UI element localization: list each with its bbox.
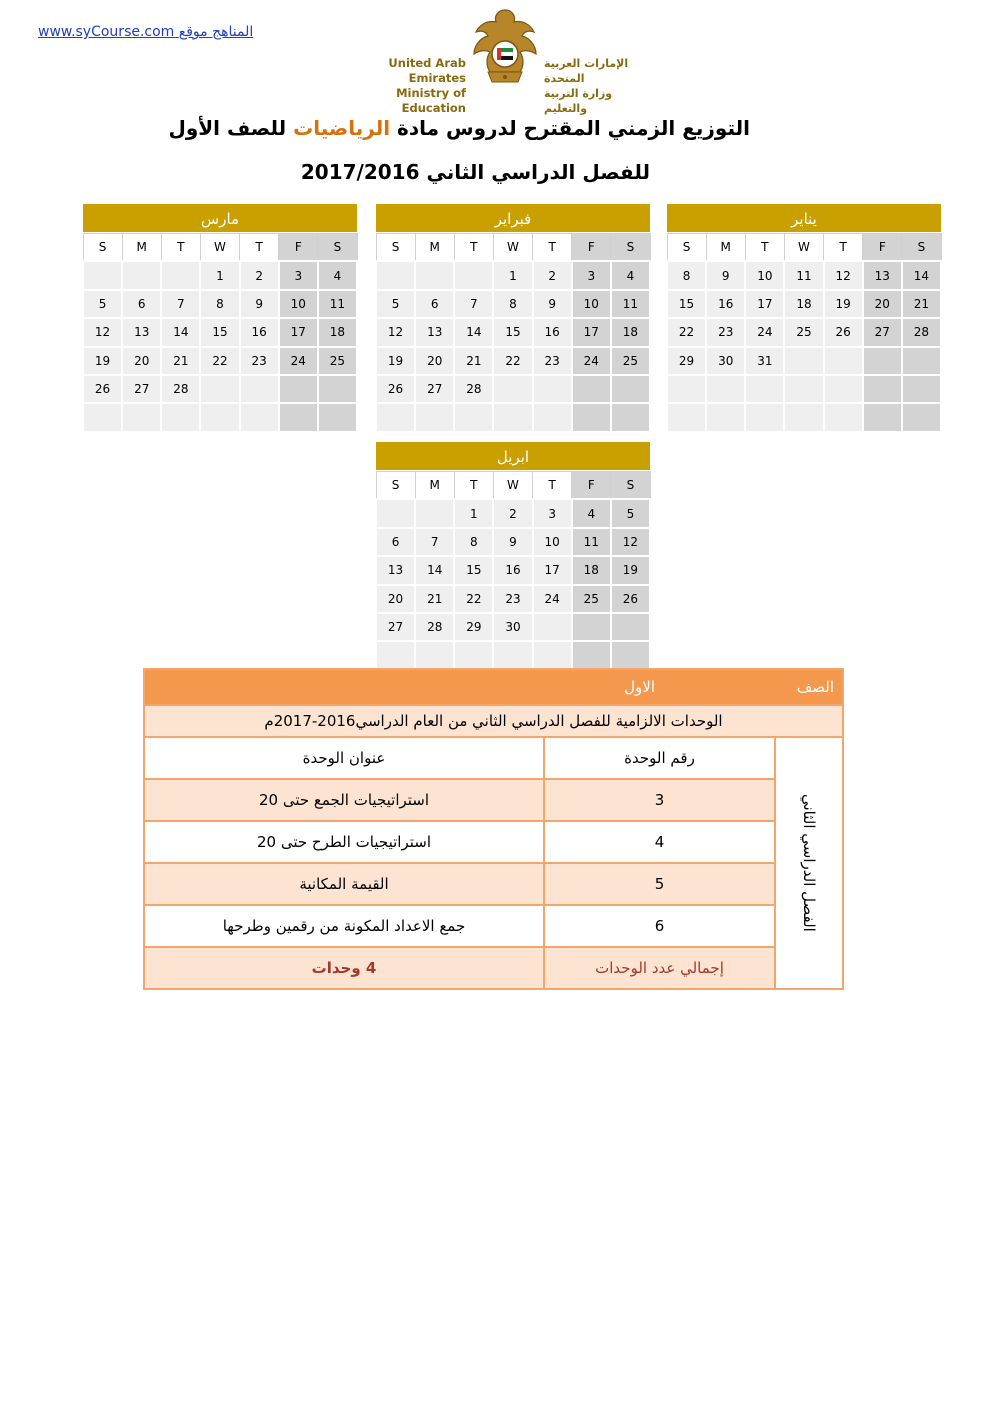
ministry-english xyxy=(330,56,466,116)
calendar-day xyxy=(493,641,532,669)
calendar-day: 30 xyxy=(706,347,745,375)
calendar-day xyxy=(415,261,454,289)
unit-number: 6 xyxy=(544,905,775,947)
calendar-day xyxy=(279,403,318,431)
calendar-day: 21 xyxy=(415,585,454,613)
calendar-day xyxy=(902,347,941,375)
calendar-day: 13 xyxy=(415,318,454,346)
calendar-day xyxy=(533,403,572,431)
calendar-day: 13 xyxy=(376,556,415,584)
calendar-day xyxy=(415,499,454,527)
calendar-day: 27 xyxy=(376,613,415,641)
calendar-day xyxy=(745,375,784,403)
calendar-day xyxy=(706,375,745,403)
calendar-week xyxy=(376,641,650,669)
calendar-day: 28 xyxy=(454,375,493,403)
calendar-day: 15 xyxy=(493,318,532,346)
calendar-day: 9 xyxy=(706,261,745,289)
calendar-day xyxy=(83,403,122,431)
calendar-day: 12 xyxy=(83,318,122,346)
calendar-day xyxy=(122,261,161,289)
calendar-day: 31 xyxy=(745,347,784,375)
calendar-day: 30 xyxy=(493,613,532,641)
calendar-day: 17 xyxy=(279,318,318,346)
calendar-day: 27 xyxy=(863,318,902,346)
calendar-day: 1 xyxy=(454,499,493,527)
calendar-day: 29 xyxy=(454,613,493,641)
calendar-week xyxy=(667,347,941,375)
calendar-day: 15 xyxy=(200,318,239,346)
calendar-day xyxy=(376,261,415,289)
calendar-day: 28 xyxy=(902,318,941,346)
calendar-day: 10 xyxy=(745,261,784,289)
weekday-header: F xyxy=(572,234,611,262)
calendar-day: 14 xyxy=(161,318,200,346)
weekday-header: W xyxy=(784,234,823,262)
unit-title: القيمة المكانية xyxy=(144,863,544,905)
unit-number: 3 xyxy=(544,779,775,821)
calendar-day: 22 xyxy=(200,347,239,375)
calendar-day: 22 xyxy=(493,347,532,375)
calendar-day xyxy=(161,261,200,289)
calendar-day: 11 xyxy=(784,261,823,289)
weekday-header: S xyxy=(667,234,706,262)
calendar-day xyxy=(784,347,823,375)
calendar-april xyxy=(375,441,651,671)
calendar-grid xyxy=(82,233,358,433)
calendar-day xyxy=(200,375,239,403)
calendar-day: 20 xyxy=(376,585,415,613)
unit-title: استراتيجيات الجمع حتى 20 xyxy=(144,779,544,821)
calendar-day: 20 xyxy=(863,290,902,318)
calendar-day: 17 xyxy=(533,556,572,584)
calendar-day: 24 xyxy=(745,318,784,346)
units-table xyxy=(143,668,844,990)
calendar-week xyxy=(376,556,650,584)
calendar-day xyxy=(161,403,200,431)
grade-row xyxy=(144,669,843,705)
calendar-day: 7 xyxy=(415,528,454,556)
calendar-week xyxy=(376,318,650,346)
weekday-header: S xyxy=(611,472,650,500)
calendar-day xyxy=(745,403,784,431)
month-name: مارس xyxy=(82,203,358,233)
calendar-day: 29 xyxy=(667,347,706,375)
calendar-day: 3 xyxy=(279,261,318,289)
calendar-day: 21 xyxy=(454,347,493,375)
weekday-header: T xyxy=(824,234,863,262)
calendar-day: 25 xyxy=(611,347,650,375)
ministry-ar-line1: الإمارات العربية المتحدة xyxy=(544,57,629,85)
calendar-week xyxy=(376,528,650,556)
weekday-header-row xyxy=(376,234,650,262)
calendar-day xyxy=(493,403,532,431)
calendar-day: 20 xyxy=(415,347,454,375)
total-value: 4 وحدات xyxy=(144,947,544,989)
month-name: ابريل xyxy=(375,441,651,471)
calendar-week xyxy=(376,375,650,403)
weekday-header-row xyxy=(667,234,941,262)
table-row xyxy=(144,905,843,947)
ministry-ar-line2: وزارة التربية والتعليم xyxy=(544,87,613,115)
weekday-header: S xyxy=(376,472,415,500)
calendar-day xyxy=(667,403,706,431)
weekday-header-row xyxy=(376,472,650,500)
calendar-day xyxy=(240,403,279,431)
calendar-week xyxy=(83,261,357,289)
calendar-day xyxy=(824,403,863,431)
calendar-week xyxy=(667,318,941,346)
calendar-day: 21 xyxy=(161,347,200,375)
calendar-day: 17 xyxy=(572,318,611,346)
calendar-day: 4 xyxy=(318,261,357,289)
total-label: إجمالي عدد الوحدات xyxy=(544,947,775,989)
calendar-day: 24 xyxy=(279,347,318,375)
calendar-january xyxy=(666,203,942,433)
calendar-day xyxy=(611,613,650,641)
calendar-day: 14 xyxy=(902,261,941,289)
grade-value: الاول xyxy=(144,669,775,705)
calendar-week xyxy=(83,347,357,375)
weekday-header: T xyxy=(745,234,784,262)
calendar-day xyxy=(454,261,493,289)
calendar-week xyxy=(83,375,357,403)
calendar-day xyxy=(572,641,611,669)
title-part1: التوزيع الزمني المقترح لدروس مادة xyxy=(390,116,750,140)
calendar-day xyxy=(863,403,902,431)
calendar-day: 18 xyxy=(784,290,823,318)
calendar-day: 16 xyxy=(533,318,572,346)
weekday-header: M xyxy=(415,472,454,500)
calendar-day xyxy=(454,641,493,669)
calendar-day xyxy=(83,261,122,289)
col-number-header: رقم الوحدة xyxy=(544,737,775,779)
ministry-en-line1: United Arab Emirates xyxy=(388,56,466,85)
calendar-day: 3 xyxy=(533,499,572,527)
calendar-day: 2 xyxy=(240,261,279,289)
calendar-day xyxy=(824,375,863,403)
calendar-day xyxy=(240,375,279,403)
calendar-day xyxy=(863,347,902,375)
calendar-day: 9 xyxy=(240,290,279,318)
calendar-day: 16 xyxy=(706,290,745,318)
table-row xyxy=(144,779,843,821)
calendar-day xyxy=(611,641,650,669)
calendar-day: 27 xyxy=(415,375,454,403)
calendar-day: 9 xyxy=(493,528,532,556)
calendar-day: 19 xyxy=(83,347,122,375)
calendar-week xyxy=(376,261,650,289)
site-link[interactable]: www.syCourse.com المناهج موقع xyxy=(38,24,254,40)
total-row xyxy=(144,947,843,989)
calendar-day: 10 xyxy=(533,528,572,556)
calendar-day: 15 xyxy=(667,290,706,318)
calendar-day: 19 xyxy=(824,290,863,318)
calendar-day xyxy=(533,375,572,403)
col-title-header: عنوان الوحدة xyxy=(144,737,544,779)
calendar-day: 5 xyxy=(611,499,650,527)
calendar-week xyxy=(376,403,650,431)
weekday-header: W xyxy=(493,472,532,500)
calendar-day xyxy=(667,375,706,403)
weekday-header: T xyxy=(533,472,572,500)
calendar-day: 12 xyxy=(611,528,650,556)
weekday-header: T xyxy=(161,234,200,262)
calendar-day xyxy=(279,375,318,403)
calendar-day xyxy=(200,403,239,431)
calendar-day xyxy=(376,499,415,527)
calendar-day: 23 xyxy=(533,347,572,375)
grade-label: الصف xyxy=(775,669,843,705)
ministry-en-line2: Ministry of Education xyxy=(396,86,466,115)
calendar-week xyxy=(376,585,650,613)
weekday-header: F xyxy=(279,234,318,262)
calendar-day: 23 xyxy=(493,585,532,613)
calendar-day: 28 xyxy=(415,613,454,641)
calendar-day: 11 xyxy=(318,290,357,318)
title-part2: للصف الأول xyxy=(168,116,294,140)
calendar-day: 14 xyxy=(415,556,454,584)
calendar-day: 1 xyxy=(493,261,532,289)
calendar-day: 14 xyxy=(454,318,493,346)
calendar-day: 19 xyxy=(376,347,415,375)
table-row xyxy=(144,821,843,863)
calendar-day xyxy=(572,403,611,431)
calendar-day: 1 xyxy=(200,261,239,289)
calendar-grid xyxy=(666,233,942,433)
calendar-day xyxy=(493,375,532,403)
calendar-day: 16 xyxy=(240,318,279,346)
calendar-day: 25 xyxy=(572,585,611,613)
weekday-header: S xyxy=(318,234,357,262)
calendar-day xyxy=(863,375,902,403)
month-name: يناير xyxy=(666,203,942,233)
calendar-day: 21 xyxy=(902,290,941,318)
calendar-day: 25 xyxy=(318,347,357,375)
calendar-day: 6 xyxy=(122,290,161,318)
weekday-header: W xyxy=(200,234,239,262)
calendar-week xyxy=(667,261,941,289)
calendar-week xyxy=(376,347,650,375)
calendar-day: 4 xyxy=(572,499,611,527)
calendar-day xyxy=(706,403,745,431)
weekday-header: S xyxy=(83,234,122,262)
calendar-day: 18 xyxy=(318,318,357,346)
calendar-day: 5 xyxy=(376,290,415,318)
uae-emblem-icon xyxy=(470,6,540,90)
ministry-arabic xyxy=(544,56,654,116)
calendar-day xyxy=(454,403,493,431)
calendar-week xyxy=(667,403,941,431)
calendar-day: 6 xyxy=(415,290,454,318)
calendar-day xyxy=(572,375,611,403)
calendar-day: 11 xyxy=(572,528,611,556)
weekday-header: M xyxy=(706,234,745,262)
weekday-header: F xyxy=(572,472,611,500)
unit-number: 4 xyxy=(544,821,775,863)
calendar-day xyxy=(122,403,161,431)
calendar-day: 7 xyxy=(454,290,493,318)
calendar-day xyxy=(902,403,941,431)
weekday-header: W xyxy=(493,234,532,262)
calendar-week xyxy=(376,613,650,641)
calendar-day xyxy=(611,375,650,403)
calendar-day xyxy=(784,375,823,403)
calendar-day: 26 xyxy=(611,585,650,613)
page-title xyxy=(150,116,750,140)
calendar-day xyxy=(824,347,863,375)
calendar-day: 23 xyxy=(240,347,279,375)
weekday-header: M xyxy=(122,234,161,262)
calendar-day: 17 xyxy=(745,290,784,318)
calendar-day: 5 xyxy=(83,290,122,318)
weekday-header: S xyxy=(376,234,415,262)
calendar-day: 11 xyxy=(611,290,650,318)
unit-number: 5 xyxy=(544,863,775,905)
calendar-day xyxy=(318,375,357,403)
title-subject: الرياضيات xyxy=(293,116,391,140)
calendar-week xyxy=(83,403,357,431)
semester-label: الفصل الدراسي الثاني xyxy=(775,737,843,989)
calendar-day: 10 xyxy=(572,290,611,318)
calendar-week xyxy=(376,499,650,527)
calendar-february xyxy=(375,203,651,433)
header-row xyxy=(144,737,843,779)
calendar-day: 18 xyxy=(611,318,650,346)
calendar-day: 9 xyxy=(533,290,572,318)
table-row xyxy=(144,863,843,905)
calendar-day: 24 xyxy=(572,347,611,375)
calendar-day xyxy=(376,403,415,431)
unit-title: جمع الاعداد المكونة من رقمين وطرحها xyxy=(144,905,544,947)
calendar-day xyxy=(572,613,611,641)
calendar-day: 8 xyxy=(200,290,239,318)
weekday-header: T xyxy=(454,234,493,262)
weekday-header: T xyxy=(454,472,493,500)
calendar-day: 13 xyxy=(122,318,161,346)
calendar-week xyxy=(83,318,357,346)
calendar-day xyxy=(415,403,454,431)
calendar-day: 8 xyxy=(493,290,532,318)
calendar-day: 12 xyxy=(376,318,415,346)
month-name: فبراير xyxy=(375,203,651,233)
calendar-day: 2 xyxy=(493,499,532,527)
calendar-day xyxy=(611,403,650,431)
page-subtitle: للفصل الدراسي الثاني 2017/2016 xyxy=(300,160,650,184)
calendar-week xyxy=(376,290,650,318)
calendar-day: 25 xyxy=(784,318,823,346)
calendar-day: 2 xyxy=(533,261,572,289)
weekday-header: S xyxy=(611,234,650,262)
calendar-day xyxy=(415,641,454,669)
calendar-week xyxy=(667,375,941,403)
calendar-day xyxy=(533,641,572,669)
calendar-day xyxy=(376,641,415,669)
calendar-day: 26 xyxy=(376,375,415,403)
calendar-grid xyxy=(375,471,651,671)
calendar-day: 28 xyxy=(161,375,200,403)
weekday-header: M xyxy=(415,234,454,262)
calendar-day: 20 xyxy=(122,347,161,375)
calendar-day: 10 xyxy=(279,290,318,318)
calendar-day: 8 xyxy=(454,528,493,556)
calendar-week xyxy=(83,290,357,318)
calendar-day xyxy=(784,403,823,431)
calendar-day: 12 xyxy=(824,261,863,289)
calendar-grid xyxy=(375,233,651,433)
calendar-day: 23 xyxy=(706,318,745,346)
calendar-day: 7 xyxy=(161,290,200,318)
weekday-header-row xyxy=(83,234,357,262)
calendar-day: 27 xyxy=(122,375,161,403)
calendar-day xyxy=(902,375,941,403)
weekday-header: T xyxy=(533,234,572,262)
calendar-day: 15 xyxy=(454,556,493,584)
calendar-day: 18 xyxy=(572,556,611,584)
caption-row xyxy=(144,705,843,737)
weekday-header: S xyxy=(902,234,941,262)
units-caption: الوحدات الالزامية للفصل الدراسي الثاني من العام الدراسي2016-2017م xyxy=(144,705,843,737)
calendar-day: 22 xyxy=(667,318,706,346)
weekday-header: T xyxy=(240,234,279,262)
calendar-day: 8 xyxy=(667,261,706,289)
calendar-day: 4 xyxy=(611,261,650,289)
calendar-day: 13 xyxy=(863,261,902,289)
calendar-day: 26 xyxy=(83,375,122,403)
calendar-day: 19 xyxy=(611,556,650,584)
calendar-week xyxy=(667,290,941,318)
calendar-day: 16 xyxy=(493,556,532,584)
calendar-march xyxy=(82,203,358,433)
calendar-day xyxy=(533,613,572,641)
weekday-header: F xyxy=(863,234,902,262)
calendar-day xyxy=(318,403,357,431)
unit-title: استراتيجيات الطرح حتى 20 xyxy=(144,821,544,863)
calendar-day: 3 xyxy=(572,261,611,289)
calendar-day: 26 xyxy=(824,318,863,346)
calendar-day: 22 xyxy=(454,585,493,613)
calendar-day: 24 xyxy=(533,585,572,613)
calendar-day: 6 xyxy=(376,528,415,556)
